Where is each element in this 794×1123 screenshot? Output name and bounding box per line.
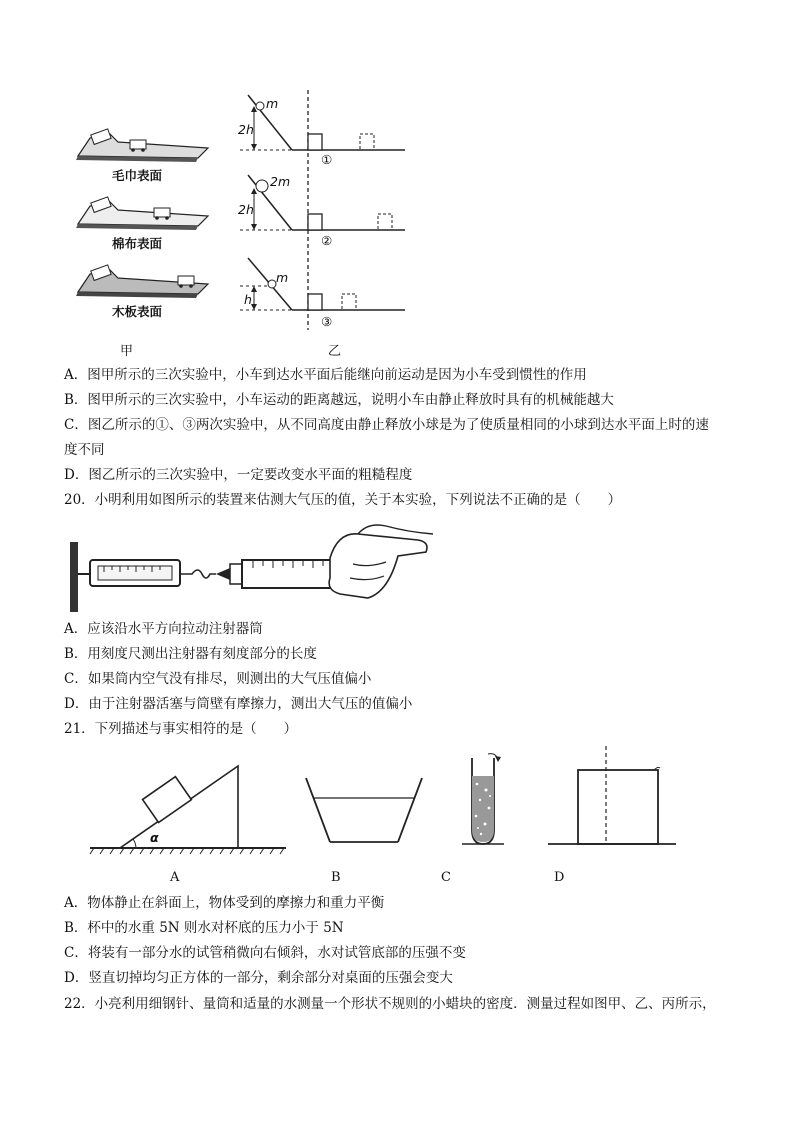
q21-figure-d-cube <box>548 742 678 852</box>
q21-option-d: D．竖直切掉均匀正方体的一部分，剩余部分对桌面的压强会变大 <box>64 970 453 986</box>
q21-label-c: C <box>441 870 451 885</box>
ramp-cotton <box>76 197 208 230</box>
q20-option-c: C．如果筒内空气没有排尽，则测出的大气压值偏小 <box>64 671 372 687</box>
q20-option-b: B．用刻度尺测出注射器有刻度部分的长度 <box>64 646 317 662</box>
caption-wood: 木板表面 <box>112 304 163 319</box>
exp3-mass-label: m <box>276 270 289 285</box>
q21-option-a: A．物体静止在斜面上，物体受到的摩擦力和重力平衡 <box>64 895 385 911</box>
figure-yi-experiments <box>230 90 420 340</box>
q21-figure-b-cup <box>300 770 430 850</box>
q19-option-d: D．图乙所示的三次实验中，一定要改变水平面的粗糙程度 <box>64 467 413 483</box>
experiment-3 <box>240 258 405 310</box>
q19-option-c-line2: 度不同 <box>64 442 105 458</box>
exp1-mass-label: m <box>266 96 279 111</box>
q20-option-d: D．由于注射器活塞与筒壁有摩擦力，测出大气压的值偏小 <box>64 696 413 712</box>
exp2-number: ② <box>321 233 333 248</box>
ramp-wood <box>76 265 208 298</box>
exp3-number: ③ <box>321 314 333 329</box>
exp1-number: ① <box>321 152 333 167</box>
exp3-height-label: h <box>244 292 252 307</box>
q19-option-b: B．图甲所示的三次实验中，小车运动的距离越远，说明小车由静止释放时具有的机械能越大 <box>64 392 614 408</box>
q20-option-a: A．应该沿水平方向拉动注射器筒 <box>64 621 263 637</box>
q19-option-a: A．图甲所示的三次实验中，小车到达水平面后能继向前运动是因为小车受到惯性的作用 <box>64 367 587 383</box>
q19-option-c-line1: C．图乙所示的①、③两次实验中，从不同高度由静止释放小球是为了使质量相同的小球到达水平面上时的速 <box>64 417 709 433</box>
experiment-2 <box>240 175 405 230</box>
q21-figure-a-incline <box>88 760 288 860</box>
q21-option-b: B．杯中的水重 5N 则水对杯底的压力小于 5N <box>64 920 344 936</box>
q21-figure-c-test-tube <box>458 750 508 850</box>
exp1-height-label: 2h <box>238 122 254 137</box>
q21-label-b: B <box>331 870 341 885</box>
alpha-label: α <box>150 830 159 845</box>
q22-stem: 22．小亮利用细钢针、量筒和适量的水测量一个形状不规则的小蜡块的密度．测量过程如图甲、乙、丙所示， <box>64 996 716 1012</box>
experiment-1 <box>240 95 405 150</box>
q21-stem: 21．下列描述与事实相符的是（ ） <box>64 721 298 737</box>
figure-jia-surfaces <box>70 120 220 330</box>
q20-stem: 20．小明利用如图所示的装置来估测大气压的值，关于本实验，下列说法不正确的是（ ） <box>64 492 622 508</box>
q21-label-d: D <box>554 870 565 885</box>
exp2-mass-label: 2m <box>270 174 291 189</box>
q21-label-a: A <box>170 870 180 885</box>
figure-label-jia: 甲 <box>120 344 134 359</box>
caption-towel: 毛巾表面 <box>112 168 163 183</box>
figure-q20-syringe <box>68 522 438 612</box>
ramp-towel <box>76 129 208 162</box>
exp2-height-label: 2h <box>238 202 254 217</box>
figure-label-yi: 乙 <box>328 344 342 359</box>
q21-option-c: C．将装有一部分水的试管稍微向右倾斜，水对试管底部的压强不变 <box>64 945 466 961</box>
caption-cotton: 棉布表面 <box>112 236 163 251</box>
